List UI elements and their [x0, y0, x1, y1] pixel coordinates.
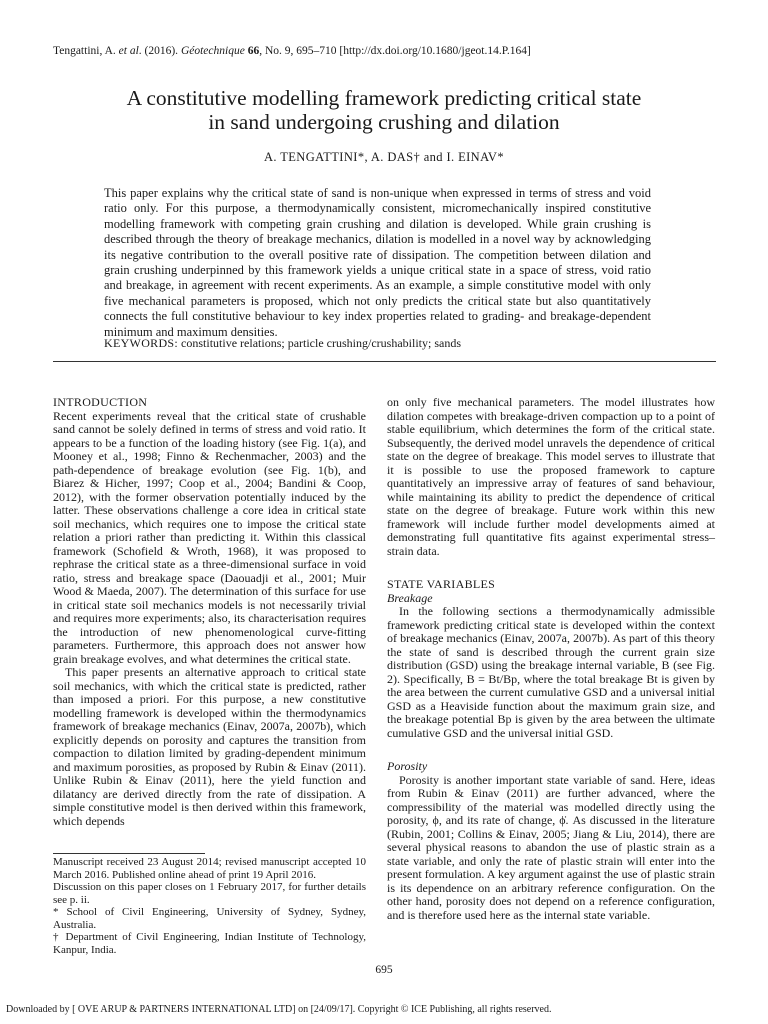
porosity-heading: Porosity [387, 759, 428, 773]
keywords-label: KEYWORDS: [104, 336, 179, 350]
citation-volume: 66 [247, 45, 260, 57]
citation-doi: , No. 9, 695–710 [http://dx.doi.org/10.1680/jgeot.14.P.164] [259, 45, 531, 57]
footnote-affiliation-sydney: * School of Civil Engineering, University of Sydney, Sydney, Australia. [53, 906, 366, 931]
section-divider [53, 361, 716, 362]
author-list: A. TENGATTINI*, A. DAS† and I. EINAV* [263, 150, 504, 164]
intro-paragraph-1: Recent experiments reveal that the critical state of crushable sand cannot be solely defined in terms of stress and void ratio. It appears to be a function of the loading history (see Fig. 1(a), and Mooney et al., 1998; Finno & Rechenmacher, 2003) and the path-dependence of breakage evolution (see Fig. 1(b), and Biarez & Hicher, 1997; Coop et al., 2004; Bandini & Coop, 2012), with the former observation potentially induced by the latter. These observations challenge a core idea in critical state soil mechanics, which requires one to impose the critical state relation a priori rather than predicting it. Within this classical framework (Schofield & Wroth, 1968), it was proposed to rephrase the critical state as a three-dimensional surface in void ratio, stress and breakage space (Daouadji et al., 2001; Muir Wood & Maeda, 2007). The determination of this surface for use in critical state soil mechanics models is not necessarily trivial and requires more experiments; also, its characterisation requires the introduction of new phenomenological curve-fitting parameters. Furthermore, this approach does not answer how grain breakage evolves, and what determines the critical state. [53, 408, 366, 666]
keywords [104, 336, 651, 351]
breakage-paragraph: In the following sections a thermodynamically admissible framework predicting critical state is developed within the context of breakage mechanics (Einav, 2007a, 2007b). As part of this theory the state of sand is described through the current grain size distribution (GSD) using the breakage internal variable, B (see Fig. 2). Specifically, B = Bt/Bp, where the total breakage Bt is given by the area between the current cumulative GSD and a universal initial GSD as a Heaviside function about the maximum grain size, and the breakage potential Bp is given by the area between the ultimate cumulative GSD and the universal initial GSD. [387, 604, 715, 740]
breakage-heading: Breakage [387, 590, 433, 605]
intro-paragraph-2: This paper presents an alternative approach to critical state soil mechanics, with which the critical state is predicted, rather than imposed a priori. For this purpose, a new constitutive modelling framework is developed within the thermodynamics framework of breakage mechanics (Einav, 2007a, 2007b), which explicitly depends on porosity and captures the transition from compaction to dilation limited by grading-dependent minimum and maximum porosities, as proposed by Rubin & Einav (2011). Unlike Rubin & Einav (2011), here the yield function and dilatancy are derived directly from the rate of dissipation. A simple constitutive model is then derived within this framework, which depends [53, 665, 366, 828]
footnote-received: Manuscript received 23 August 2014; revised manuscript accepted 10 March 2016. Published online ahead of print 19 April 2016. [53, 856, 366, 881]
page-number: 695 [375, 964, 393, 976]
intro-continuation: on only five mechanical parameters. The model illustrates how dilation competes with breakage-driven compaction up to a point of stable equilibrium, which determines the form of the critical state. Subsequently, the derived model unravels the dependence of critical state on the degree of breakage. This model serves to illustrate that it is possible to use the proposed framework to capture quantitatively an impressive array of features of sand behaviour, while maintaining its ability to predict the dependence of critical state on the degree of breakage. Future work within this new framework will include further model developments aimed at demonstrating full quantitative fits against experimental stress–strain data. [387, 395, 715, 558]
abstract: This paper explains why the critical state of sand is non-unique when expressed in terms of stress and void ratio only. For this purpose, a thermodynamically consistent, micromechanically inspired constitutive modelling framework with competing grain crushing and dilation is developed. While grain crushing is described through the theory of breakage mechanics, dilation is modelled in a novel way by acknowledging its negative contribution to the overall positive rate of dissipation. The competition between dilation and grain crushing underpinned by this framework yields a unique critical state in a space of stress, void ratio and breakage, in agreement with recent experiments. As an example, a simple constitutive model with only five mechanical parameters is proposed, which not only predicts the critical state but also quantitatively connects the full constitutive behaviour to key index properties related to grading- and breakage-dependent minimum and maximum densities. [104, 186, 651, 339]
footnote-discussion: Discussion on this paper closes on 1 February 2017, for further details see p. ii. [53, 881, 366, 906]
title-line-1: A constitutive modelling framework predicting critical state [126, 86, 642, 110]
introduction-heading: INTRODUCTION [53, 395, 148, 409]
left-column [53, 396, 366, 828]
right-column [387, 396, 715, 922]
title-line-2: in sand undergoing crushing and dilation [208, 110, 560, 134]
porosity-paragraph: Porosity is another important state variable of sand. Here, ideas from Rubin & Einav (2011) are further advanced, where the compressibility of the material was modelled directly using the porosity, ϕ, and its rate of change, ϕ̇. As discussed in the literature (Rubin, 2001; Collins & Einav, 2005; Jiang & Liu, 2014), there are several physical reasons to abandon the use of plastic strain as a state variable, and only the rate of plastic strain will enter into the present formulation. A key argument against the use of plastic strain is its dependence on an arbitrary reference configuration. On the other hand, porosity does not depend on a reference configuration, and is therefore used here as the internal state variable. [387, 772, 715, 922]
footnote-affiliation-kanpur: † Department of Civil Engineering, Indian Institute of Technology, Kanpur, India. [53, 931, 366, 956]
citation-journal: Géotechnique [180, 45, 245, 57]
citation-etal: et al [118, 45, 139, 57]
journal-citation [53, 45, 531, 57]
footnotes [53, 856, 366, 956]
download-notice: Downloaded by [ OVE ARUP & PARTNERS INTERNATIONAL LTD] on [24/09/17]. Copyright © ICE Publishing, all rights reserved. [6, 1004, 552, 1015]
keywords-text: constitutive relations; particle crushing/crushability; sands [178, 336, 461, 350]
citation-year: . (2016). [138, 45, 181, 57]
footnote-divider [53, 853, 205, 854]
paper-title [0, 86, 768, 134]
state-variables-heading: STATE VARIABLES [387, 577, 496, 591]
citation-authors: Tengattini, A. [53, 45, 119, 57]
